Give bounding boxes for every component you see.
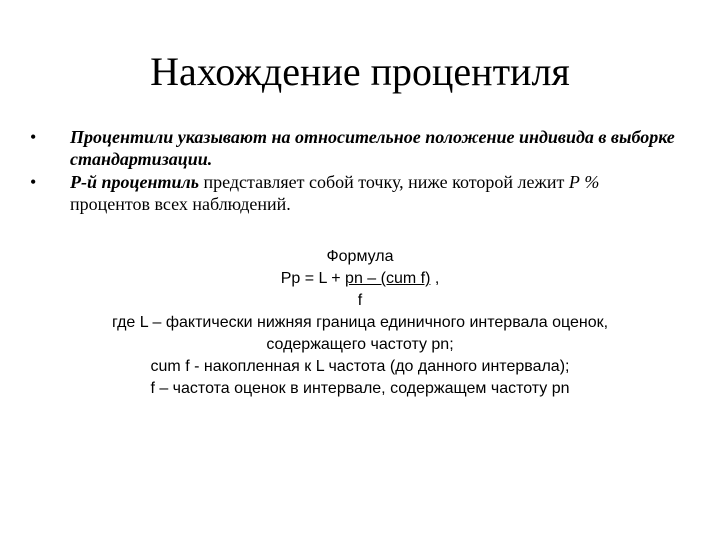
formula-heading: Формула bbox=[326, 248, 394, 265]
cum-text2: частота (до данного интервала); bbox=[324, 358, 570, 375]
bullet-dot-icon: • bbox=[30, 127, 37, 147]
formula-f-line bbox=[0, 378, 720, 400]
slide-title: Нахождение процентиля bbox=[150, 49, 570, 94]
formula-block bbox=[0, 246, 720, 400]
bullet-term: Р-й процентиль bbox=[70, 172, 199, 192]
bullet-list bbox=[0, 126, 720, 216]
where-prefix: где bbox=[111, 314, 140, 331]
formula-equation bbox=[0, 268, 720, 290]
f-term: f bbox=[150, 380, 155, 397]
f-pn: pn bbox=[551, 380, 570, 397]
bullet-text: процентов всех наблюдений. bbox=[70, 194, 291, 214]
formula-where-line bbox=[0, 312, 720, 334]
where-line2-pre: содержащего частоту bbox=[266, 336, 432, 353]
cum-text1: - накопленная к bbox=[189, 358, 316, 375]
bullet-dot-icon: • bbox=[30, 172, 37, 192]
bullet-text: представляет собой точку, ниже которой лежит bbox=[198, 172, 569, 192]
formula-numerator: pn – (cum f) bbox=[345, 270, 431, 287]
bullet-item-percentile bbox=[0, 171, 720, 215]
where-rest: – фактически нижняя граница единичного интервала оценок, bbox=[148, 314, 609, 331]
bullet-text: Процентили указывают на относительное положение индивида в выборке стандартизации. bbox=[70, 127, 675, 169]
cum-term: cum f bbox=[150, 358, 190, 375]
cum-l: L bbox=[315, 358, 325, 375]
f-text: – частота оценок в интервале, содержащем частоту bbox=[154, 380, 552, 397]
formula-left: Pp = L + bbox=[280, 270, 346, 287]
bullet-percent: % bbox=[579, 172, 600, 192]
bullet-item-definition bbox=[0, 126, 720, 170]
formula-where-line2 bbox=[0, 334, 720, 356]
where-line2-pn: pn bbox=[431, 336, 450, 353]
where-l: L bbox=[139, 314, 149, 331]
bullet-variable: Р bbox=[568, 172, 580, 192]
formula-cum-line bbox=[0, 356, 720, 378]
formula-denominator: f bbox=[357, 292, 363, 309]
where-line2-post: ; bbox=[449, 336, 454, 353]
formula-right: , bbox=[430, 270, 440, 287]
